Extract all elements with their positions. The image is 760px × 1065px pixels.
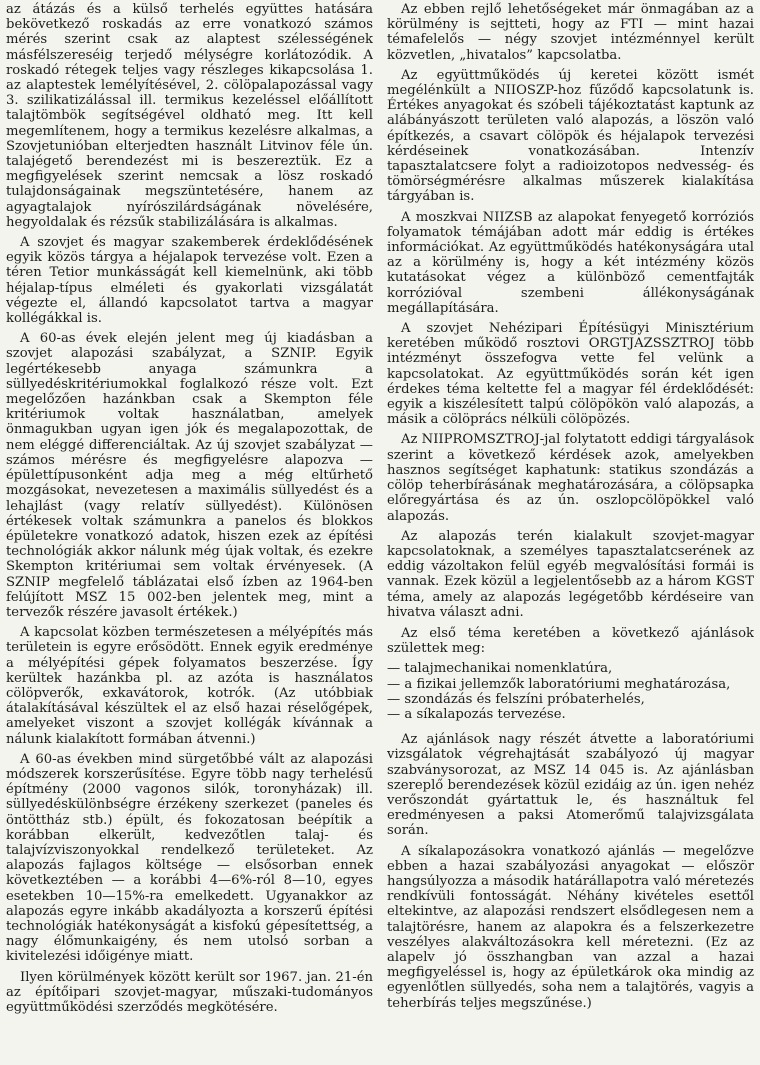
list-item: — a fizikai jellemzők laboratóriumi meghatározása, [387, 677, 754, 692]
paragraph: A szovjet Nehézipari Építésügyi Minisztérium keretében működő rosztovi ORGTJAZSSZTROJ több intézményt összefogva vette fel velünk a kapcsolatokat. Az együttműködés során két igen érdekes téma keltette fel a magyar fél érdeklődését: egyik a kiszélesített talpú cölöpökön való alapozás, a másik a cölöprács nélküli cölöpözés. [387, 321, 754, 428]
paragraph: az átázás és a külső terhelés együttes hatására bekövetkező roskadás az erre vonatkozó számos mérés szerint csak az alaptest szélességének másfélszereséig terjedő mélységre korlátozódik. A roskadó rétegek teljes vagy részleges kikapcsolása 1. az alaptestek lemélyítésével, 2. cölöpalapozással vagy 3. szilikatizálással ill. termikus kezeléssel előállított talajtömbök segítségével oldható meg. Itt kell megemlítenem, hogy a termikus kezelésre alkalmas, a Szovjetunióban elterjedten használt Litvinov féle ún. talajégető berendezést mi is beszereztük. Ez a megfigyelések szerint nemcsak a lösz roskadó tulajdonságainak megszüntetésére, hanem az agyagtalajok nyírószilárdságának növelésére, hegyoldalak és rézsűk stabilizálására is alkalmas. [6, 2, 373, 230]
right-column [387, 2, 754, 1062]
paragraph: A síkalapozásokra vonatkozó ajánlás — megelőzve ebben a hazai szabályozási anyagokat — először hangsúlyozza a második határállapotra való méretezés rendkívüli fontosságát. Néhány kivételes esettől eltekintve, az alapozási rendszert elsődlegesen nem a talajtörésre, hanem az alapokra és a felszerkezetre veszélyes alakváltozásokra kell méretezni. (Ez az alapelv jó összhangban van azzal a hazai megfigyeléssel is, hogy az épületkárok oka mindig az egyenlőtlen süllyedés, soha nem a talajtörés, vagyis a teherbírás teljes megszűnése.) [387, 843, 754, 1011]
paragraph: Az NIIPROMSZTROJ-jal folytatott eddigi tárgyalások szerint a következő kérdések azok, amelyekben hasznos segítséget kaphatunk: statikus szondázás a cölöp teherbírásának meghatározására, a cölöpsapka előregyártása és az ún. oszlopcölöpökkel való alapozás. [387, 432, 754, 524]
recommendations-list [387, 661, 754, 722]
paragraph: A kapcsolat közben természetesen a mélyépítés más területein is egyre erősödött. Ennek egyik eredménye a mélyépítési gépek folyamatos beszerzése. Így kerültek hazánkba pl. az azóta is használatos cölöpverők, exkavátorok, kotrók. (Az utóbbiak átalakításával készültek el az első hazai réselőgépek, amelyeket viszont a szovjet kollégák kívánnak a nálunk kialakított formában átvenni.) [6, 625, 373, 747]
paragraph: Az ajánlások nagy részét átvette a laboratóriumi vizsgálatok végrehajtását szabályozó új magyar szabványsorozat, az MSZ 14 045 is. Az ajánlásban szereplő berendezések közül ezidáig az ún. igen nehéz verőszondát gyártattuk le, és használtuk fel eredményesen a paksi Atomerőmű talajvizsgálata során. [387, 732, 754, 839]
paragraph: Az ebben rejlő lehetőségeket már önmagában az a körülmény is sejtteti, hogy az FTI — mint hazai témafelelős — négy szovjet intézménnyel került közvetlen, „hivatalos” kapcsolatba. [387, 2, 754, 63]
paragraph: Az együttműködés új keretei között ismét megélénkült a NIIOSZP-hoz fűződő kapcsolatunk is. Értékes anyagokat és szóbeli tájékoztatást kaptunk az alábányászott területen való alapozás, a löszön való építkezés, a csavart cölöpök és héjalapok tervezési kérdéseinek vonatkozásában. Intenzív tapasztalatcsere folyt a radioizotopos nedvesség- és tömörségmérésre alkalmas műszerek kialakítása tárgyában is. [387, 67, 754, 205]
list-item: — a síkalapozás tervezése. [387, 707, 754, 722]
list-item: — talajmechanikai nomenklatúra, [387, 661, 754, 676]
paragraph: A szovjet és magyar szakemberek érdeklődésének egyik közös tárgya a héjalapok tervezése volt. Ezen a téren Tetior munkásságát kell kiemelnünk, aki több héjalap-típus elméleti és gyakorlati vizsgálatát végezte el, állandó kapcsolatot tartva a magyar kollégákkal is. [6, 235, 373, 327]
list-item: — szondázás és felszíni próbaterhelés, [387, 692, 754, 707]
paragraph: A moszkvai NIIZSB az alapokat fenyegető korróziós folyamatok témájában adott már eddig is értékes információkat. Az együttműködés hatékonyságára utal az a körülmény is, hogy a két intézmény közös kutatásokat végez a különböző cementfajták korrózióval szembeni állékonyságának megállapítására. [387, 209, 754, 316]
paragraph: A 60-as években mind sürgetőbbé vált az alapozási módszerek korszerűsítése. Egyre több nagy terhelésű építmény (2000 vagonos silók, toronyházak) ill. süllyedéskülönbségre érzékeny szerkezet (paneles és öntöttház stb.) épült, és fokozatosan beépítik a korábban elkerült, kedvezőtlen talaj- és talajvízviszonyokkal rendelkező területeket. Az alapozás fajlagos költsége — elsősorban ennek következtében — a korábbi 4—6%-ról 8—10, egyes esetekben 10—15%-ra emelkedett. Ugyanakkor az alapozás egyre inkább akadályozta a korszerű építési technológiák hatékonyságát a kisfokú gépesítettség, a nagy élőmunkaigény, és nem utolsó sorban a kivitelezési időigénye miatt. [6, 751, 373, 965]
paragraph: Az első téma keretében a következő ajánlások születtek meg: [387, 625, 754, 657]
paragraph: A 60-as évek elején jelent meg új kiadásban a szovjet alapozási szabályzat, a SZNIP. Egyik legértékesebb anyaga számunkra a süllyedéskritériumokkal foglalkozó része volt. Ezt megelőzően hazánkban csak a Skempton féle kritériumok voltak használatban, amelyek önmagukban ugyan igen jók és megalapozottak, de nem eléggé differenciáltak. Az új szovjet szabályzat — számos mérésre és megfigyelésre alapozva — épülettípusonként adja meg a még eltűrhető mozgásokat, nevezetesen a maximális süllyedést és a lehajlást (vagy relatív süllyedést). Különösen értékesek voltak számunkra a panelos és blokkos épületekre vonatkozó adatok, hiszen ezek az építési technológiák akkor nálunk még újak voltak, és ezekre Skempton kritériumai sem voltak érvényesek. (A SZNIP megfelelő táblázatai első ízben az 1964-ben felújított MSZ 15 002-ben jelentek meg, mint a tervezők részére javasolt értékek.) [6, 331, 373, 620]
paragraph: Ilyen körülmények között került sor 1967. jan. 21-én az építőipari szovjet-magyar, műszaki-tudományos együttműködési szerződés megkötésére. [6, 969, 373, 1015]
two-column-body [6, 2, 754, 1062]
paragraph: Az alapozás terén kialakult szovjet-magyar kapcsolatoknak, a személyes tapasztalatcserének az eddig vázoltakon felül egyéb megvalósítási formái is vannak. Ezek közül a legjelentősebb az a három KGST téma, amely az alapozás legégetőbb kérdéseire van hivatva választ adni. [387, 528, 754, 620]
left-column [6, 2, 373, 1062]
